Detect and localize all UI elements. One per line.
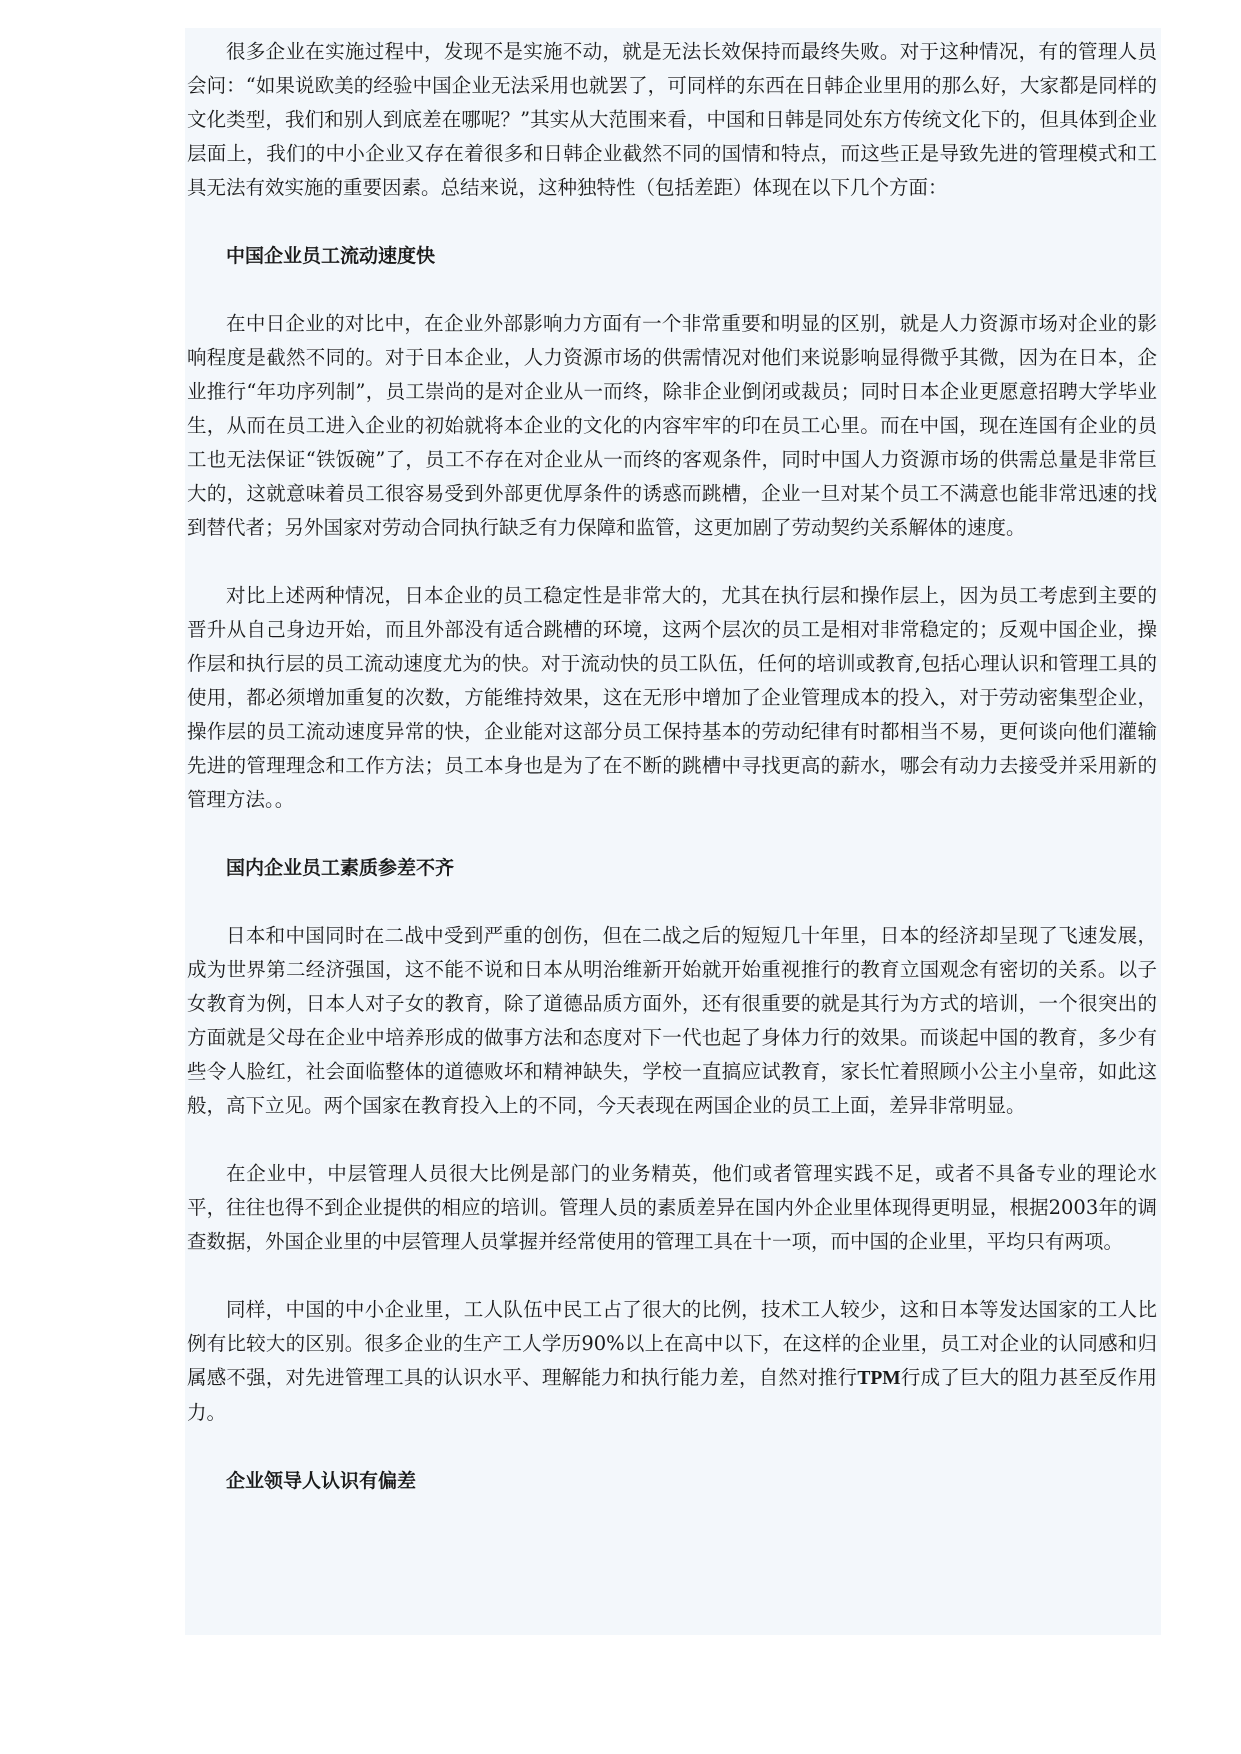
tpm-term: TPM <box>857 1368 901 1389</box>
quality-paragraph-2: 在企业中，中层管理人员很大比例是部门的业务精英，他们或者管理实践不足，或者不具备专业的理论水平，往往也得不到企业提供的相应的培训。管理人员的素质差异在国内外企业里体现得更明显，根据2003年的调查数据，外国企业里的中层管理人员掌握并经常使用的管理工具在十一项，而中国的企业里，平均只有两项。 <box>187 1162 1157 1253</box>
document-body <box>187 35 1157 1498</box>
section-heading-leadership: 企业领导人认识有偏差 <box>226 1470 417 1492</box>
turnover-paragraph-1: 在中日企业的对比中，在企业外部影响力方面有一个非常重要和明显的区别，就是人力资源市场对企业的影响程度是截然不同的。对于日本企业，人力资源市场的供需情况对他们来说影响显得微乎其微，因为在日本，企业推行“年功序列制”，员工崇尚的是对企业从一而终，除非企业倒闭或裁员；同时日本企业更愿意招聘大学毕业生，从而在员工进入企业的初始就将本企业的文化的内容牢牢的印在员工心里。而在中国，现在连国有企业的员工也无法保证“铁饭碗”了，员工不存在对企业从一而终的客观条件，同时中国人力资源市场的供需总量是非常巨大的，这就意味着员工很容易受到外部更优厚条件的诱惑而跳槽，企业一旦对某个员工不满意也能非常迅速的找到替代者；另外国家对劳动合同执行缺乏有力保障和监管，这更加剧了劳动契约关系解体的速度。 <box>187 312 1157 539</box>
quality-paragraph-1: 日本和中国同时在二战中受到严重的创伤，但在二战之后的短短几十年里，日本的经济却呈现了飞速发展，成为世界第二经济强国，这不能不说和日本从明治维新开始就开始重视推行的教育立国观念有密切的关系。以子女教育为例，日本人对子女的教育，除了道德品质方面外，还有很重要的就是其行为方式的培训，一个很突出的方面就是父母在企业中培养形成的做事方法和态度对下一代也起了身体力行的效果。而谈起中国的教育，多少有些令人脸红，社会面临整体的道德败坏和精神缺失，学校一直搞应试教育，家长忙着照顾小公主小皇帝，如此这般，高下立见。两个国家在教育投入上的不同，今天表现在两国企业的员工上面，差异非常明显。 <box>187 924 1157 1117</box>
section-heading-staff-quality: 国内企业员工素质参差不齐 <box>226 857 455 879</box>
turnover-paragraph-2: 对比上述两种情况，日本企业的员工稳定性是非常大的，尤其在执行层和操作层上，因为员工考虑到主要的晋升从自己身边开始，而且外部没有适合跳槽的环境，这两个层次的员工是相对非常稳定的；反观中国企业，操作层和执行层的员工流动速度尤为的快。对于流动快的员工队伍，任何的培训或教育,包括心理认识和管理工具的使用，都必须增加重复的次数，方能维持效果，这在无形中增加了企业管理成本的投入，对于劳动密集型企业，操作层的员工流动速度异常的快，企业能对这部分员工保持基本的劳动纪律有时都相当不易，更何谈向他们灌输先进的管理理念和工作方法；员工本身也是为了在不断的跳槽中寻找更高的薪水，哪会有动力去接受并采用新的管理方法。。 <box>187 584 1157 811</box>
tpm-paragraph-after: 行成了巨大的阻力甚至反作用力。 <box>187 1366 1157 1424</box>
tpm-paragraph-before: 同样，中国的中小企业里，工人队伍中民工占了很大的比例，技术工人较少，这和日本等发达国家的工人比例有比较大的区别。很多企业的生产工人学历90%以上在高中以下，在这样的企业里，员工对企业的认同感和归属感不强，对先进管理工具的认识水平、理解能力和执行能力差，自然对推行 <box>187 1298 1157 1389</box>
section-heading-staff-turnover: 中国企业员工流动速度快 <box>226 245 436 267</box>
intro-paragraph: 很多企业在实施过程中，发现不是实施不动，就是无法长效保持而最终失败。对于这种情况，有的管理人员会问：“如果说欧美的经验中国企业无法采用也就罢了，可同样的东西在日韩企业里用的那么好，大家都是同样的文化类型，我们和别人到底差在哪呢？”其实从大范围来看，中国和日韩是同处东方传统文化下的，但具体到企业层面上，我们的中小企业又存在着很多和日韩企业截然不同的国情和特点，而这些正是导致先进的管理模式和工具无法有效实施的重要因素。总结来说，这种独特性（包括差距）体现在以下几个方面： <box>187 40 1157 199</box>
quality-paragraph-3 <box>187 1293 1157 1430</box>
